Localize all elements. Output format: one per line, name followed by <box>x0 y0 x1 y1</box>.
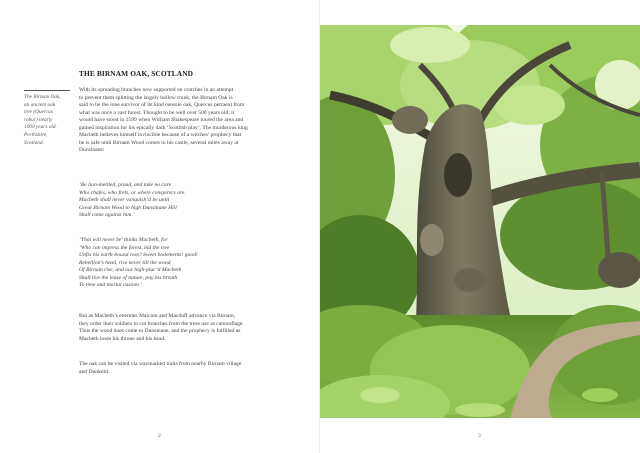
text-line: With its spreading branches now supported on crutches in an attempt <box>79 87 234 93</box>
caption-line: 1000 years old. <box>24 124 57 131</box>
text-line: The oak can be visited via waymarked trails from nearby Birnam village <box>79 361 242 367</box>
oak-tree-photo <box>320 25 640 418</box>
caption-line: tree (Quercus <box>24 109 53 116</box>
text-line: But as Macbeth’s enemies Malcom and Macduff advance via Birnam, <box>79 313 236 319</box>
verse-line: Macbeth shall never vanquish’d be until <box>79 197 170 204</box>
verse-line: Of Birnam rise, and our high-plac’d Macbeth <box>79 267 182 274</box>
text-line: Thus the wood does come to Dunsinane, and the prophecy is fulfilled as <box>79 328 241 335</box>
paragraph-outcome <box>79 313 295 343</box>
caption-line: The Birnam Oak, <box>24 94 61 100</box>
verse-line: Shall live the lease of nature, pay his breath <box>79 274 178 281</box>
paragraph-visit <box>79 361 295 376</box>
verse-line: ‘That will never be’ thinks Macbeth, for <box>79 237 168 243</box>
text-line: they order their soldiers to cut branches from the trees use as camouflage. <box>79 320 244 327</box>
text-line: and Dunkeld. <box>79 368 110 375</box>
caption-line: Scotland. <box>24 139 44 146</box>
verse-line: Unfix his earth-bound root? Sweet bodements! good! <box>79 252 198 259</box>
text-line: Macbeth believes himself invincible because of a witches’ prophecy that <box>79 132 242 139</box>
verse-line: Who chafes, who frets, or where conspirers are. <box>79 189 186 196</box>
text-line: Dunsinane: <box>79 147 105 154</box>
text-line: to prevent them splitting the largely hollow trunk, the Birnam Oak is <box>79 94 233 101</box>
verse-line: Shall come against him.’ <box>79 212 135 219</box>
page-number-left: 2 <box>158 433 161 439</box>
text-line: what was once a vast forest. Thought to be well over 500 years old, it <box>79 109 235 116</box>
caption-line: robur) nearly <box>24 116 53 123</box>
verse-line: To time and mortal custom.’ <box>79 282 143 289</box>
text-line: he is safe until Birnam Wood comes to his castle, several miles away at <box>79 139 239 146</box>
caption-line: an ancient oak <box>24 101 56 108</box>
article-heading: THE BIRNAM OAK, SCOTLAND <box>79 69 194 78</box>
text-line: said to be the lone survivor of its kind (sessile oak, Quercus petraea) from <box>79 102 245 109</box>
page-number-right: 3 <box>478 433 481 439</box>
text-line: Macbeth loses his throne and his head. <box>79 335 166 342</box>
verse-line: Rebellion’s head, rise never till the wood <box>79 259 171 266</box>
caption-line: Perthshire, <box>24 131 48 138</box>
verse-line: ‘Who can impress the forest, bid the tree <box>79 244 170 251</box>
verse-line: ‘Be lion-mettled, proud, and take no care <box>79 182 172 188</box>
verse-quote-1 <box>79 182 279 220</box>
paragraph-intro <box>79 87 295 155</box>
text-line: gained inspiration for his epically dark ‘Scottish play’. The murderous king <box>79 124 248 131</box>
verse-line: Great Birnam Wood to high Dunsinane Hill <box>79 204 177 211</box>
verse-quote-2 <box>79 237 279 290</box>
text-line: would have stood in 1599 when William Shakespeare toured the area and <box>79 117 244 124</box>
photo-caption <box>24 90 70 147</box>
